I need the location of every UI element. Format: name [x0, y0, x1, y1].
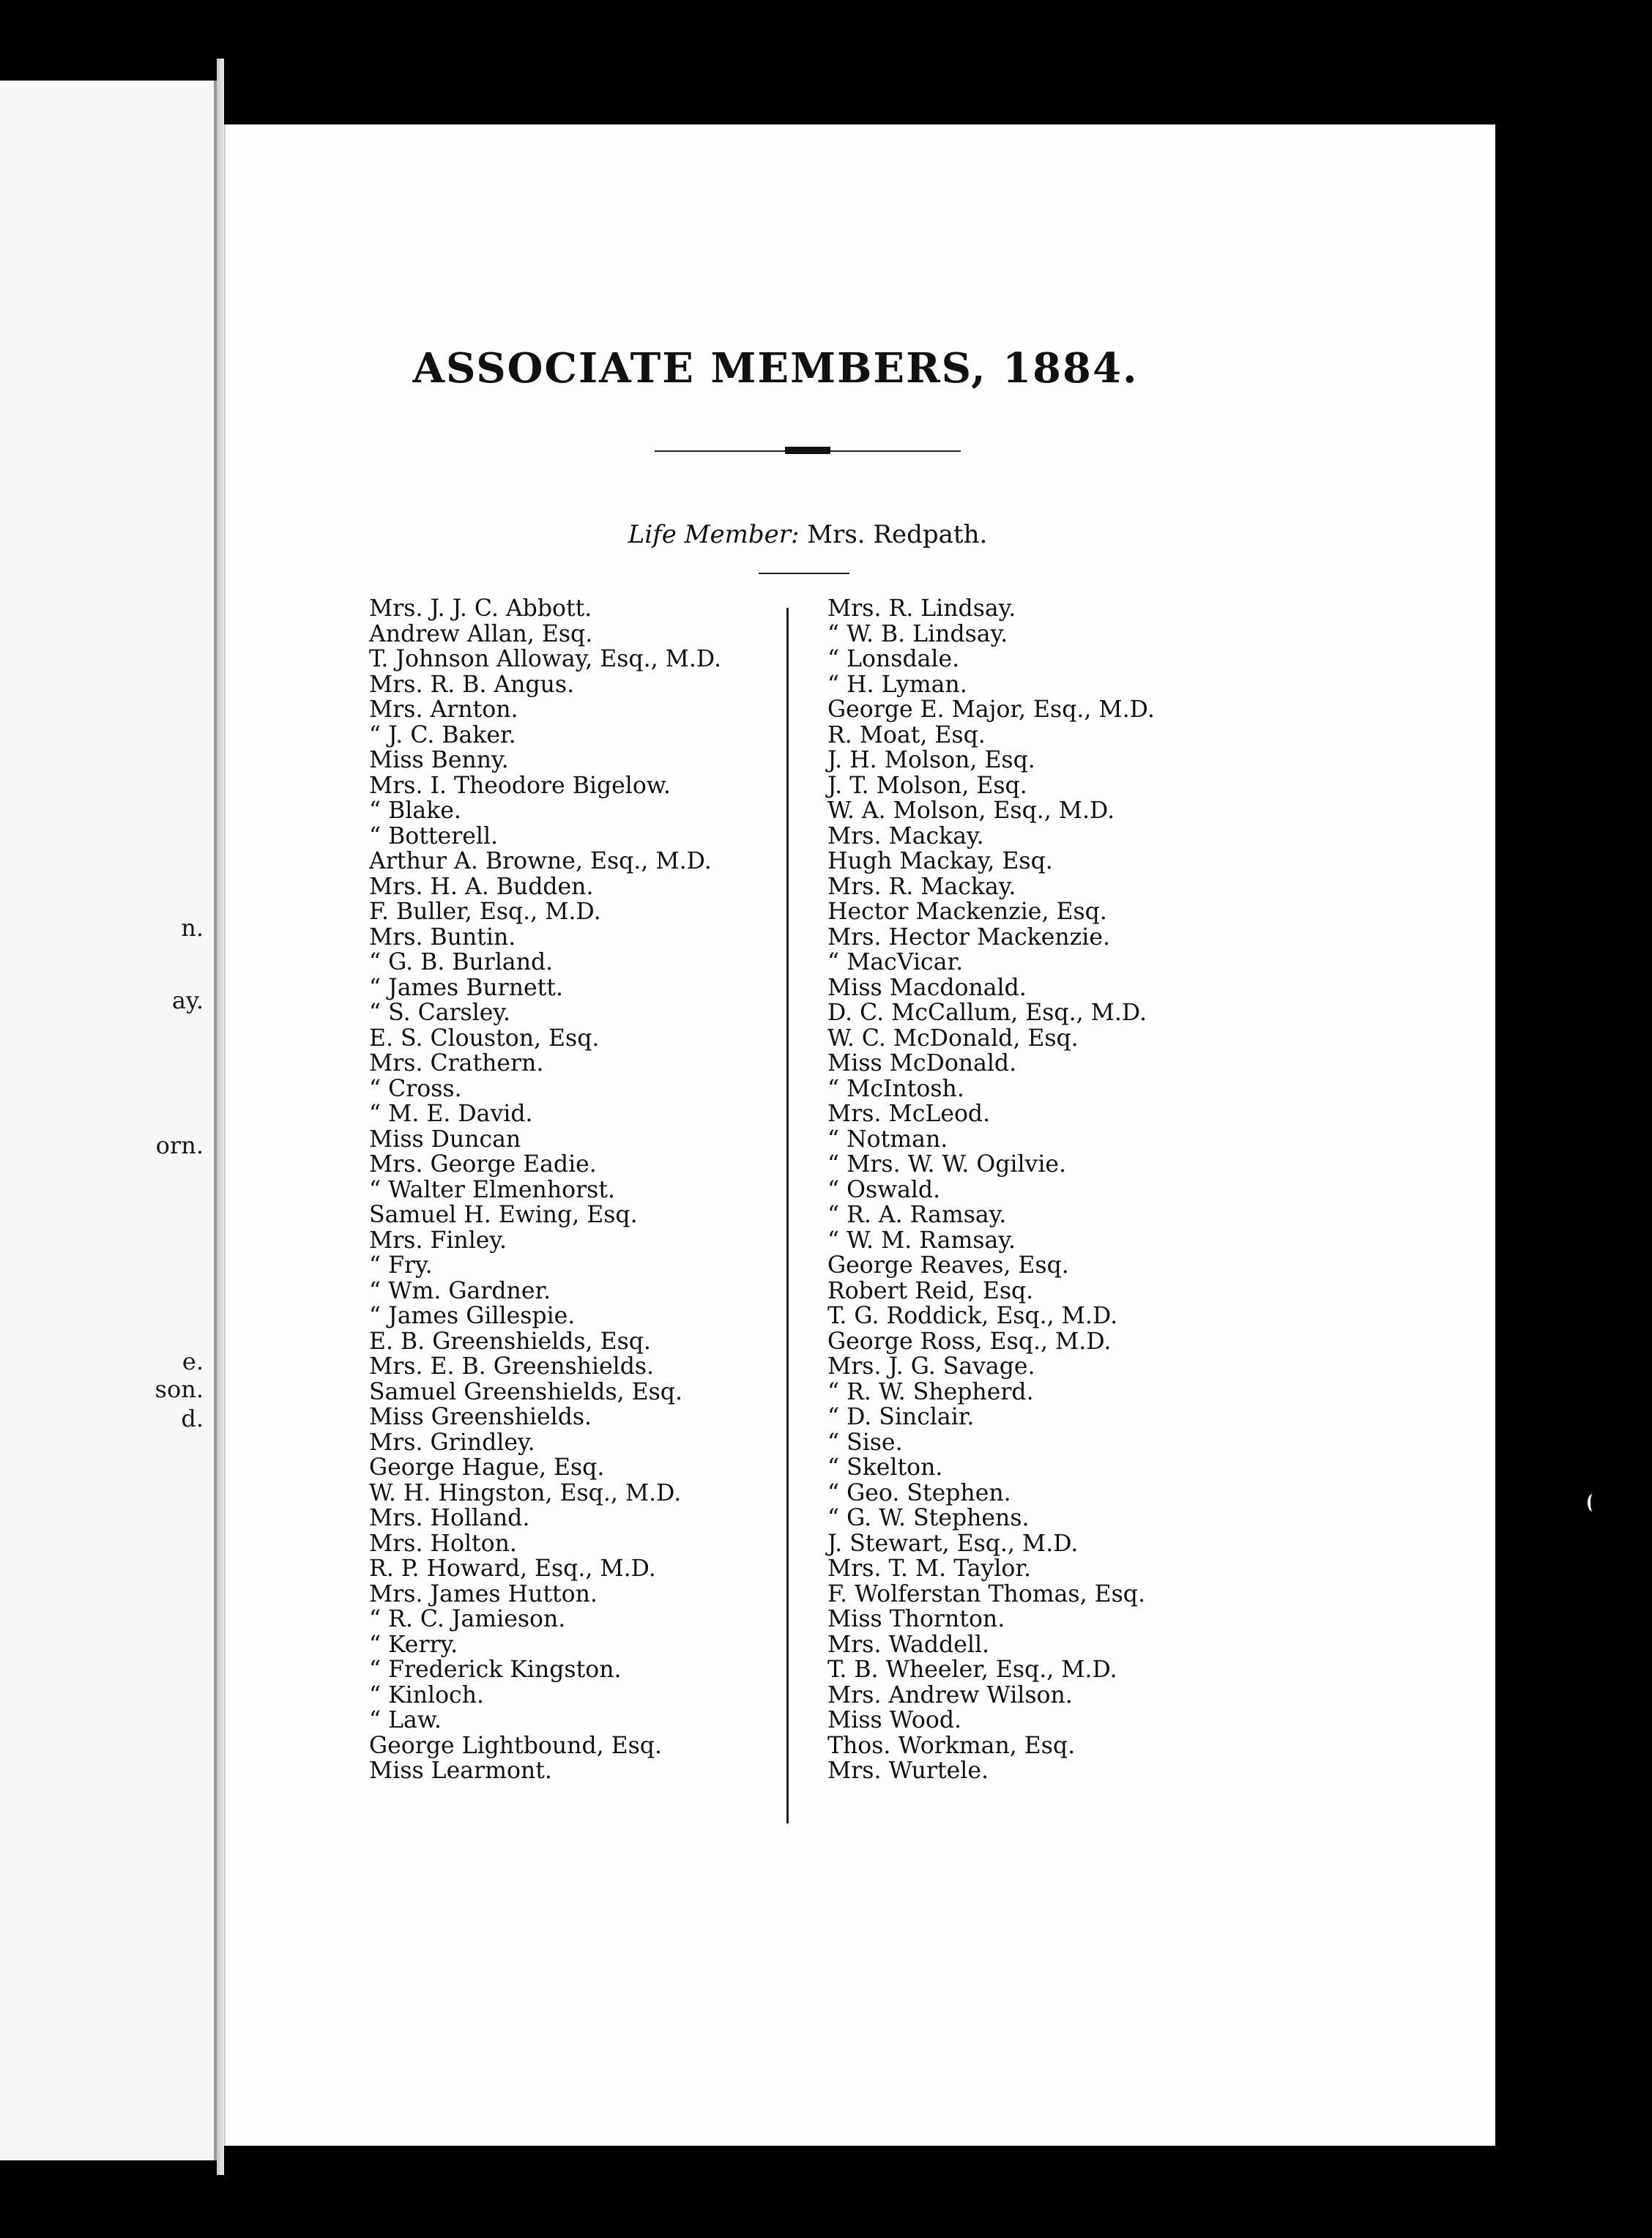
- member-entry: Mrs. H. A. Budden.: [369, 873, 594, 900]
- life-member-name: Mrs. Redpath.: [807, 520, 988, 549]
- left-page-fragment: ay.: [171, 986, 204, 1014]
- member-entry: Mrs. Andrew Wilson.: [827, 1681, 1073, 1709]
- member-entry: Hector Mackenzie, Esq.: [827, 899, 1107, 925]
- member-entry: Mrs. Grindley.: [369, 1429, 535, 1456]
- member-entry: Mrs. T. M. Taylor.: [827, 1555, 1031, 1582]
- member-entry: Miss McDonald.: [827, 1050, 1017, 1077]
- member-entry: George Hague, Esq.: [369, 1454, 605, 1481]
- member-entry: F. Wolferstan Thomas, Esq.: [827, 1580, 1145, 1607]
- member-entry: George Ross, Esq., M.D.: [827, 1328, 1112, 1355]
- member-entry: “ Wm. Gardner.: [369, 1277, 551, 1304]
- member-entry: T. B. Wheeler, Esq., M.D.: [827, 1657, 1117, 1683]
- life-member-rule: [759, 573, 849, 574]
- member-entry: J. H. Molson, Esq.: [827, 747, 1035, 773]
- member-entry: George Lightbound, Esq.: [369, 1732, 662, 1759]
- member-entry: “ R. C. Jamieson.: [369, 1606, 566, 1632]
- member-entry: Miss Greenshields.: [369, 1404, 592, 1430]
- member-entry: “ H. Lyman.: [827, 671, 967, 698]
- member-list-left: [369, 596, 721, 1784]
- member-entry: Mrs. R. Lindsay.: [827, 595, 1016, 622]
- member-entry: Mrs. I. Theodore Bigelow.: [369, 772, 671, 799]
- member-entry: Miss Duncan: [369, 1126, 521, 1153]
- member-entry: Andrew Allan, Esq.: [369, 620, 593, 647]
- member-entry: “ Fry.: [369, 1252, 433, 1279]
- member-entry: Mrs. Arnton.: [369, 696, 518, 723]
- left-page-fragment: e.: [182, 1347, 204, 1375]
- member-entry: Arthur A. Browne, Esq., M.D.: [369, 848, 712, 874]
- member-entry: Mrs. George Eadie.: [369, 1151, 597, 1178]
- member-entry: Mrs. James Hutton.: [369, 1580, 598, 1607]
- page-title: ASSOCIATE MEMBERS, 1884.: [412, 344, 1139, 393]
- member-entry: “ R. W. Shepherd.: [827, 1378, 1034, 1405]
- member-entry: Mrs. McLeod.: [827, 1101, 991, 1127]
- left-page-fragment: n.: [181, 914, 204, 942]
- member-entry: “ G. B. Burland.: [369, 949, 554, 975]
- member-entry: Mrs. Waddell.: [827, 1631, 990, 1658]
- member-entry: “ Oswald.: [827, 1176, 941, 1203]
- member-entry: “ J. C. Baker.: [369, 721, 516, 748]
- member-entry: W. C. McDonald, Esq.: [827, 1025, 1079, 1052]
- member-entry: Miss Wood.: [827, 1707, 962, 1733]
- member-entry: Mrs. Crathern.: [369, 1050, 544, 1077]
- member-entry: Miss Thornton.: [827, 1606, 1005, 1632]
- member-entry: “ Lonsdale.: [827, 646, 960, 672]
- member-entry: W. H. Hingston, Esq., M.D.: [369, 1479, 682, 1506]
- member-entry: D. C. McCallum, Esq., M.D.: [827, 1000, 1147, 1026]
- member-entry: “ Sise.: [827, 1429, 903, 1456]
- member-entry: Miss Learmont.: [369, 1758, 552, 1784]
- member-entry: George E. Major, Esq., M.D.: [827, 696, 1155, 723]
- member-entry: “ Kerry.: [369, 1631, 458, 1658]
- member-entry: F. Buller, Esq., M.D.: [369, 899, 601, 925]
- member-entry: Mrs. Hector Mackenzie.: [827, 923, 1110, 951]
- member-entry: “ Geo. Stephen.: [827, 1479, 1011, 1506]
- left-facing-page: [0, 81, 217, 2160]
- member-entry: Samuel H. Ewing, Esq.: [369, 1202, 638, 1228]
- member-entry: T. Johnson Alloway, Esq., M.D.: [369, 646, 722, 672]
- member-entry: J. T. Molson, Esq.: [827, 772, 1027, 799]
- member-entry: T. G. Roddick, Esq., M.D.: [827, 1303, 1118, 1329]
- member-entry: Mrs. Buntin.: [369, 923, 516, 951]
- member-entry: E. B. Greenshields, Esq.: [369, 1328, 651, 1355]
- member-entry: “ W. B. Lindsay.: [827, 620, 1008, 647]
- member-entry: Mrs. J. J. C. Abbott.: [369, 595, 592, 622]
- member-entry: “ Blake.: [369, 798, 461, 824]
- member-entry: Robert Reid, Esq.: [827, 1277, 1034, 1304]
- member-entry: “ Notman.: [827, 1126, 948, 1153]
- member-entry: J. Stewart, Esq., M.D.: [827, 1530, 1079, 1557]
- member-entry: “ W. M. Ramsay.: [827, 1227, 1016, 1254]
- member-entry: “ Law.: [369, 1707, 442, 1733]
- member-entry: “ Walter Elmenhorst.: [369, 1176, 615, 1203]
- member-entry: “ Cross.: [369, 1075, 462, 1102]
- member-entry: Mrs. Holland.: [369, 1505, 530, 1531]
- member-entry: George Reaves, Esq.: [827, 1252, 1069, 1279]
- member-entry: Mrs. J. G. Savage.: [827, 1353, 1035, 1380]
- life-member-label: Life Member:: [628, 520, 800, 549]
- member-entry: “ M. E. David.: [369, 1101, 533, 1127]
- member-entry: Mrs. Mackay.: [827, 822, 984, 850]
- life-member-line: [226, 520, 1390, 549]
- member-entry: Miss Benny.: [369, 747, 509, 773]
- member-entry: Mrs. Wurtele.: [827, 1758, 989, 1784]
- member-entry: “ Skelton.: [827, 1454, 943, 1481]
- member-entry: R. P. Howard, Esq., M.D.: [369, 1555, 656, 1582]
- member-entry: Hugh Mackay, Esq.: [827, 848, 1053, 874]
- member-entry: “ James Burnett.: [369, 974, 563, 1001]
- member-entry: Thos. Workman, Esq.: [827, 1732, 1076, 1759]
- member-entry: “ MacVicar.: [827, 949, 964, 975]
- title-rule-ornament: [785, 447, 830, 454]
- member-entry: “ G. W. Stephens.: [827, 1505, 1030, 1531]
- document-page: [224, 124, 1495, 2146]
- scan-artifact-mark: [1588, 1494, 1598, 1512]
- member-entry: “ Botterell.: [369, 822, 499, 850]
- member-entry: “ McIntosh.: [827, 1075, 964, 1102]
- member-entry: Mrs. E. B. Greenshields.: [369, 1353, 655, 1380]
- member-entry: Mrs. R. B. Angus.: [369, 671, 575, 698]
- member-entry: “ James Gillespie.: [369, 1303, 576, 1329]
- member-entry: “ R. A. Ramsay.: [827, 1202, 1007, 1228]
- member-entry: Miss Macdonald.: [827, 974, 1027, 1001]
- member-entry: “ Frederick Kingston.: [369, 1657, 622, 1683]
- member-entry: Mrs. Holton.: [369, 1530, 517, 1557]
- member-entry: “ S. Carsley.: [369, 1000, 511, 1026]
- member-entry: R. Moat, Esq.: [827, 721, 986, 748]
- member-entry: “ Mrs. W. W. Ogilvie.: [827, 1151, 1067, 1178]
- member-entry: Mrs. R. Mackay.: [827, 873, 1016, 900]
- member-list-right: [827, 596, 1155, 1784]
- left-page-fragment: d.: [181, 1405, 204, 1432]
- member-entry: Mrs. Finley.: [369, 1227, 507, 1254]
- member-entry: W. A. Molson, Esq., M.D.: [827, 798, 1115, 824]
- member-entry: Samuel Greenshields, Esq.: [369, 1378, 682, 1405]
- left-page-fragment: orn.: [155, 1131, 204, 1159]
- member-entry: “ D. Sinclair.: [827, 1404, 975, 1430]
- member-entry: “ Kinloch.: [369, 1681, 484, 1709]
- member-entry: E. S. Clouston, Esq.: [369, 1025, 600, 1052]
- column-divider: [786, 608, 789, 1824]
- left-page-fragment: son.: [155, 1375, 204, 1403]
